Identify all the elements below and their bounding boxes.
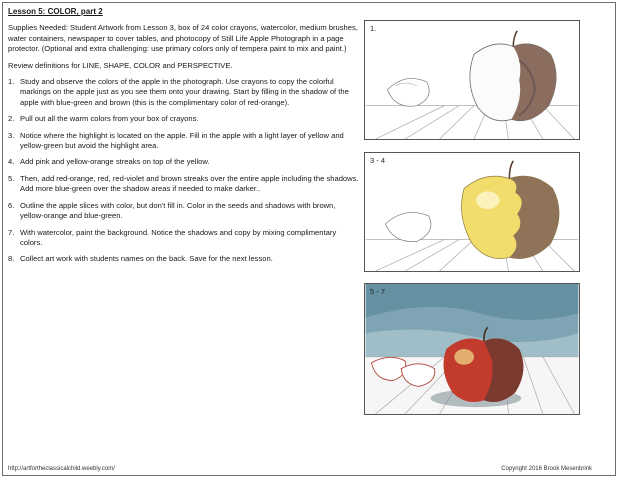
step-text: With watercolor, paint the background. Notice the shadows and copy by mixing complimentary colors. [20, 227, 337, 247]
step-text: Add pink and yellow-orange streaks on top of the yellow. [20, 157, 210, 167]
step-number: 4. [8, 157, 15, 167]
step-item [8, 254, 360, 264]
step-3-4-image [364, 152, 580, 272]
step-item [8, 228, 360, 249]
step-text: Notice where the highlight is located on the apple. Fill in the apple with a light layer of yellow and yellow-green but avoid the highlight area. [20, 130, 344, 151]
step-item [8, 77, 360, 108]
step-number: 6. [8, 200, 15, 210]
copyright-text: Copyright 2016 Brook Mesenbrink [501, 466, 592, 472]
lesson-text [8, 7, 360, 271]
step-1-image [364, 20, 580, 140]
panel-label: 3 - 4 [370, 156, 386, 165]
step-number: 2. [8, 114, 15, 124]
step-item [8, 157, 360, 167]
step-text: Study and observe the colors of the apple in the photograph. Use crayons to copy the colorful markings on the apple just as you see them onto your drawing. Start by filling in the shadow of the apple with blue-green and brown (this is the complimentary color of red-orange). [20, 77, 349, 107]
step-number: 5. [8, 173, 15, 183]
step-number: 7. [8, 227, 15, 237]
step-number: 8. [8, 254, 15, 264]
step-text: Collect art work with students names on the back. Save for the next lesson. [20, 254, 273, 264]
step-text: Then, add red-orange, red, red-violet and brown streaks over the entire apple including the shadows. Add more blue-green over the shadow areas if needed to make darker.. [20, 173, 359, 194]
pencil-apple-drawing [365, 21, 579, 139]
website-url[interactable]: http://artfortheclassicalchild.weebly.com/ [8, 466, 115, 472]
lesson-title: Lesson 5: COLOR, part 2 [8, 7, 103, 16]
supplies-paragraph: Supplies Needed: Student Artwork from Lesson 3, box of 24 color crayons, watercolor, medium brushes, water containers, newspaper to cover tables, and photocopy of Still Life Apple Photograph in a page protector. (Optional and extra challenging: use primary colors only of tempera paint to mix and paint.) [8, 23, 358, 54]
step-number: 1. [8, 77, 15, 87]
step-item [8, 131, 360, 152]
panel-label: 5 - 7 [370, 287, 386, 296]
step-text: Pull out all the warm colors from your box of crayons. [20, 114, 199, 124]
step-5-7-image [364, 283, 580, 415]
step-number: 3. [8, 130, 15, 140]
finished-apple-painting [365, 284, 579, 414]
step-text: Outline the apple slices with color, but don't fill in. Color in the seeds and shadows with brown, yellow-orange and blue-green. [20, 200, 336, 221]
step-item [8, 174, 360, 195]
step-item [8, 114, 360, 124]
panel-label: 1. [370, 24, 377, 33]
review-paragraph: Review definitions for LINE, SHAPE, COLOR and PERSPECTIVE. [8, 60, 233, 70]
yellow-apple-drawing [365, 153, 579, 271]
step-item [8, 201, 360, 222]
